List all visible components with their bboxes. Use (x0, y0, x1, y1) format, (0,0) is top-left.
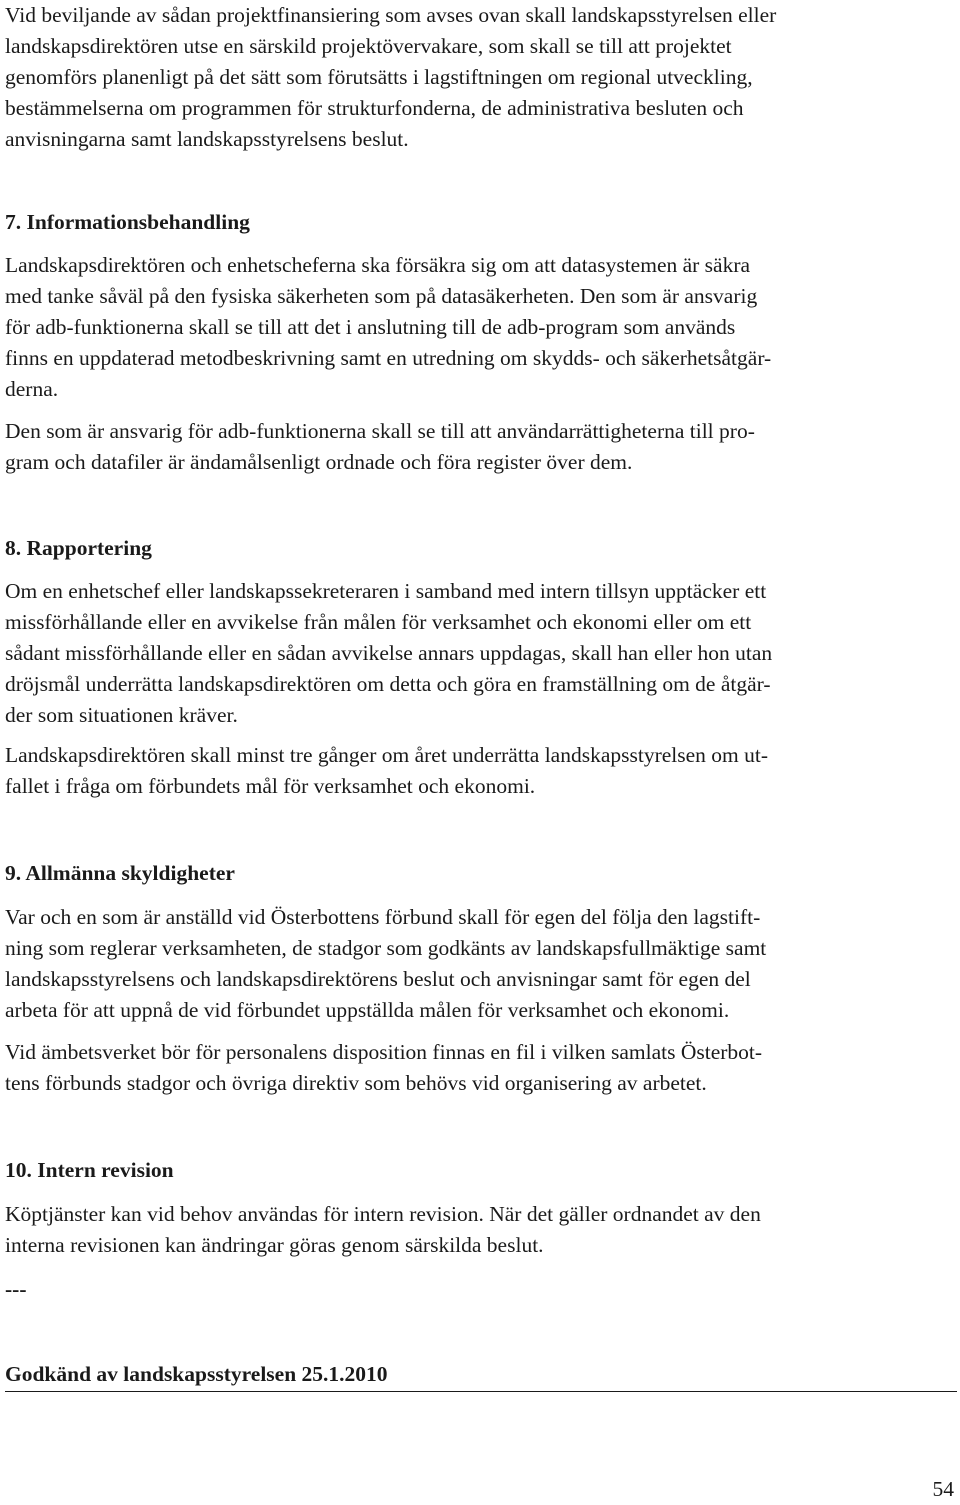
text-line: gram och datafiler är ändamålsenligt ordnade och föra register över dem. (5, 450, 633, 474)
text-line: interna revisionen kan ändringar göras genom särskilda beslut. (5, 1233, 544, 1257)
text-line: arbeta för att uppnå de vid förbundet uppställda målen för verksamhet och ekonomi. (5, 998, 730, 1022)
text-line: ning som reglerar verksamheten, de stadgor som godkänts av landskapsfullmäktige samt (5, 936, 767, 960)
text-line: Vid beviljande av sådan projektfinansiering som avses ovan skall landskapsstyrelsen eller (5, 3, 777, 27)
text-line: Landskapsdirektören skall minst tre gånger om året underrätta landskapsstyrelsen om ut- (5, 743, 769, 767)
section-8-heading: 8. Rapportering (5, 536, 152, 560)
section-9-paragraph-2 (5, 1037, 955, 1099)
text-line: landskapsstyrelsens och landskapsdirektörens beslut och anvisningar samt för egen del (5, 967, 751, 991)
text-line: finns en uppdaterad metodbeskrivning samt en utredning om skydds- och säkerhetsåtgär- (5, 346, 772, 370)
section-9-paragraph-1 (5, 902, 955, 1026)
text-line: derna. (5, 377, 59, 401)
section-7-paragraph-2 (5, 416, 955, 478)
text-line: landskapsdirektören utse en särskild projektövervakare, som skall se till att projektet (5, 34, 732, 58)
text-line: med tanke såväl på den fysiska säkerheten som på datasäkerheten. Den som är ansvarig (5, 284, 758, 308)
section-8-paragraph-2 (5, 740, 955, 802)
text-line: Landskapsdirektören och enhetscheferna ska försäkra sig om att datasystemen är säkra (5, 253, 751, 277)
text-line: der som situationen kräver. (5, 703, 238, 727)
page-number: 54 (932, 1477, 954, 1501)
text-line: tens förbunds stadgor och övriga direktiv som behövs vid organisering av arbetet. (5, 1071, 707, 1095)
section-8-paragraph-1 (5, 576, 955, 731)
horizontal-rule (5, 1391, 957, 1392)
text-line: Köptjänster kan vid behov användas för intern revision. När det gäller ordnandet av den (5, 1202, 761, 1226)
section-10-heading: 10. Intern revision (5, 1158, 174, 1182)
text-line: Den som är ansvarig för adb-funktionerna skall se till att användarrättigheterna till pro- (5, 419, 755, 443)
text-line: för adb-funktionerna skall se till att det i anslutning till de adb-program som används (5, 315, 736, 339)
text-line: bestämmelserna om programmen för strukturfonderna, de administrativa besluten och (5, 96, 744, 120)
text-line: missförhållande eller en avvikelse från målen för verksamhet och ekonomi eller om ett (5, 610, 752, 634)
section-10-paragraph-1 (5, 1199, 955, 1261)
text-line: genomförs planenligt på det sätt som förutsätts i lagstiftningen om regional utveckling, (5, 65, 753, 89)
separator: --- (5, 1277, 27, 1301)
text-line: Om en enhetschef eller landskapssekreteraren i samband med intern tillsyn upptäcker ett (5, 579, 767, 603)
text-line: anvisningarna samt landskapsstyrelsens beslut. (5, 127, 409, 151)
text-line: Var och en som är anställd vid Österbottens förbund skall för egen del följa den lagstift- (5, 905, 761, 929)
section-7-heading: 7. Informationsbehandling (5, 210, 250, 234)
text-line: fallet i fråga om förbundets mål för verksamhet och ekonomi. (5, 774, 536, 798)
intro-paragraph (5, 0, 955, 155)
text-line: dröjsmål underrätta landskapsdirektören om detta och göra en framställning om de åtgär- (5, 672, 771, 696)
text-line: Vid ämbetsverket bör för personalens disposition finnas en fil i vilken samlats Österbot- (5, 1040, 763, 1064)
section-7-paragraph-1 (5, 250, 955, 405)
approval-line: Godkänd av landskapsstyrelsen 25.1.2010 (5, 1362, 388, 1386)
text-line: sådant missförhållande eller en sådan avvikelse annars uppdagas, skall han eller hon utan (5, 641, 773, 665)
section-9-heading: 9. Allmänna skyldigheter (5, 861, 235, 885)
